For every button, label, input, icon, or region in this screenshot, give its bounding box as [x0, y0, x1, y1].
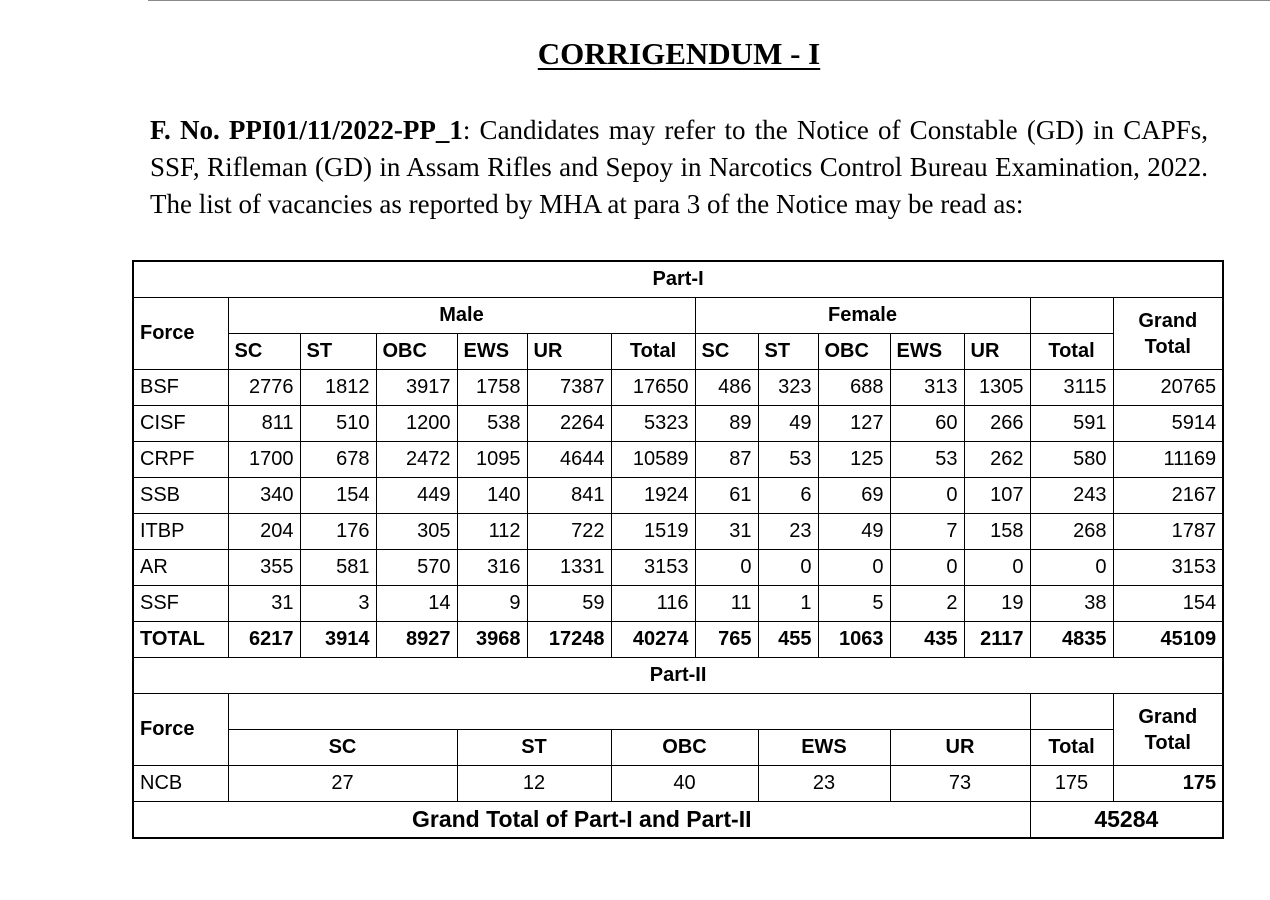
table-cell: 266: [964, 406, 1030, 442]
table-cell: 1812: [300, 370, 376, 406]
total-cell: 4835: [1030, 622, 1113, 658]
vacancy-table: [132, 260, 1224, 839]
table-cell: 9: [457, 586, 527, 622]
table-cell: 0: [758, 550, 818, 586]
table-row: [133, 514, 1223, 550]
table-cell: 127: [818, 406, 890, 442]
table-cell: 154: [300, 478, 376, 514]
table-cell: 0: [695, 550, 758, 586]
table-cell: 53: [890, 442, 964, 478]
total-cell: 6217: [228, 622, 300, 658]
table-cell: 688: [818, 370, 890, 406]
part2-col-st: ST: [457, 730, 611, 766]
female-col-ur: UR: [964, 334, 1030, 370]
table-cell: 316: [457, 550, 527, 586]
total-cell: 2117: [964, 622, 1030, 658]
top-rule: [148, 0, 1270, 1]
force-name: AR: [133, 550, 228, 586]
table-cell: 323: [758, 370, 818, 406]
table-cell: 538: [457, 406, 527, 442]
table-cell: 340: [228, 478, 300, 514]
table-row: [133, 550, 1223, 586]
female-col-st: ST: [758, 334, 818, 370]
table-cell: 1700: [228, 442, 300, 478]
part2-label: Part-II: [133, 658, 1223, 694]
table-cell: 154: [1113, 586, 1223, 622]
force-name: ITBP: [133, 514, 228, 550]
table-cell: 69: [818, 478, 890, 514]
total-cell: 3968: [457, 622, 527, 658]
table-cell: 1519: [611, 514, 695, 550]
table-cell: 313: [890, 370, 964, 406]
table-row: [133, 442, 1223, 478]
notice-paragraph: [150, 112, 1208, 223]
table-cell: 17650: [611, 370, 695, 406]
part2-cell: 23: [758, 766, 890, 802]
table-cell: 87: [695, 442, 758, 478]
table-cell: 3153: [1113, 550, 1223, 586]
part2-group-header-row: [133, 694, 1223, 730]
table-cell: 31: [695, 514, 758, 550]
male-col-total: Total: [611, 334, 695, 370]
table-row: [133, 406, 1223, 442]
part2-total-cell: 175: [1030, 766, 1113, 802]
part1-label: Part-I: [133, 261, 1223, 298]
table-cell: 0: [1030, 550, 1113, 586]
table-cell: 811: [228, 406, 300, 442]
table-cell: 4644: [527, 442, 611, 478]
table-cell: 176: [300, 514, 376, 550]
total-cell: 45109: [1113, 622, 1223, 658]
table-cell: 31: [228, 586, 300, 622]
part2-total-spacer: [1030, 694, 1113, 730]
table-cell: 59: [527, 586, 611, 622]
male-col-ews: EWS: [457, 334, 527, 370]
force-name: SSF: [133, 586, 228, 622]
table-cell: 140: [457, 478, 527, 514]
male-col-ur: UR: [527, 334, 611, 370]
total-label: TOTAL: [133, 622, 228, 658]
part2-cell: 40: [611, 766, 758, 802]
part2-col-header-row: [133, 730, 1223, 766]
table-cell: 305: [376, 514, 457, 550]
male-col-sc: SC: [228, 334, 300, 370]
part2-col-ews: EWS: [758, 730, 890, 766]
total-cell: 17248: [527, 622, 611, 658]
table-cell: 53: [758, 442, 818, 478]
table-cell: 38: [1030, 586, 1113, 622]
table-cell: 7387: [527, 370, 611, 406]
female-header: Female: [695, 298, 1030, 334]
table-cell: 107: [964, 478, 1030, 514]
table-cell: 722: [527, 514, 611, 550]
table-cell: 591: [1030, 406, 1113, 442]
table-cell: 0: [964, 550, 1030, 586]
table-cell: 2: [890, 586, 964, 622]
table-cell: 204: [228, 514, 300, 550]
table-cell: 0: [890, 478, 964, 514]
table-cell: 89: [695, 406, 758, 442]
part2-grand-total-header: Grand Total: [1113, 694, 1223, 766]
part2-col-ur: UR: [890, 730, 1030, 766]
table-cell: 0: [818, 550, 890, 586]
table-cell: 2776: [228, 370, 300, 406]
table-row: [133, 478, 1223, 514]
table-cell: 510: [300, 406, 376, 442]
total-cell: 3914: [300, 622, 376, 658]
file-number: F. No. PPI01/11/2022-PP_1: [150, 115, 463, 145]
table-cell: 580: [1030, 442, 1113, 478]
notice-text: : Candidates may refer to the Notice of Constable (GD) in CAPFs, SSF, Rifleman (GD) in Assam Rifles and Sepoy in Narcotics Control Bureau Examination, 2022. The list of vacancies as reported by MHA at para 3 of the Notice may be read as:: [150, 115, 1208, 219]
male-header: Male: [228, 298, 695, 334]
total-cell: 8927: [376, 622, 457, 658]
table-cell: 1200: [376, 406, 457, 442]
table-cell: 355: [228, 550, 300, 586]
total-cell: 765: [695, 622, 758, 658]
page-title: CORRIGENDUM - I: [537, 36, 821, 71]
table-row: [133, 370, 1223, 406]
table-cell: 49: [758, 406, 818, 442]
grand-total-row: [133, 802, 1223, 839]
part2-col-obc: OBC: [611, 730, 758, 766]
table-cell: 19: [964, 586, 1030, 622]
force-header: Force: [133, 298, 228, 370]
total-header-spacer: [1030, 298, 1113, 334]
part2-force-header: Force: [133, 694, 228, 766]
total-row: [133, 622, 1223, 658]
table-cell: 116: [611, 586, 695, 622]
table-cell: 678: [300, 442, 376, 478]
table-cell: 2167: [1113, 478, 1223, 514]
table-cell: 2472: [376, 442, 457, 478]
male-col-obc: OBC: [376, 334, 457, 370]
part2-header-spacer: [228, 694, 1030, 730]
table-cell: 5914: [1113, 406, 1223, 442]
force-name: BSF: [133, 370, 228, 406]
table-cell: 262: [964, 442, 1030, 478]
part2-cell: 12: [457, 766, 611, 802]
table-cell: 5323: [611, 406, 695, 442]
male-col-st: ST: [300, 334, 376, 370]
part2-col-sc: SC: [228, 730, 457, 766]
table-cell: 158: [964, 514, 1030, 550]
part2-cell: 73: [890, 766, 1030, 802]
total-cell: 455: [758, 622, 818, 658]
table-cell: 10589: [611, 442, 695, 478]
female-col-ews: EWS: [890, 334, 964, 370]
table-cell: 1758: [457, 370, 527, 406]
table-cell: 49: [818, 514, 890, 550]
table-cell: 1095: [457, 442, 527, 478]
force-name: CISF: [133, 406, 228, 442]
table-cell: 841: [527, 478, 611, 514]
total-cell: 435: [890, 622, 964, 658]
table-cell: 1305: [964, 370, 1030, 406]
table-cell: 14: [376, 586, 457, 622]
total-col-header: Total: [1030, 334, 1113, 370]
table-cell: 11169: [1113, 442, 1223, 478]
table-cell: 60: [890, 406, 964, 442]
table-cell: 1: [758, 586, 818, 622]
table-cell: 243: [1030, 478, 1113, 514]
part1-label-row: [133, 261, 1223, 298]
table-cell: 6: [758, 478, 818, 514]
table-cell: 1331: [527, 550, 611, 586]
table-cell: 268: [1030, 514, 1113, 550]
table-cell: 581: [300, 550, 376, 586]
part2-label-row: [133, 658, 1223, 694]
part1-group-header-row: [133, 298, 1223, 334]
total-cell: 40274: [611, 622, 695, 658]
table-cell: 112: [457, 514, 527, 550]
table-cell: 0: [890, 550, 964, 586]
grand-total-label: Grand Total of Part-I and Part-II: [133, 802, 1030, 839]
table-cell: 5: [818, 586, 890, 622]
table-cell: 1924: [611, 478, 695, 514]
table-cell: 3917: [376, 370, 457, 406]
female-col-obc: OBC: [818, 334, 890, 370]
part2-total-header: Total: [1030, 730, 1113, 766]
force-name: CRPF: [133, 442, 228, 478]
table-cell: 11: [695, 586, 758, 622]
table-cell: 125: [818, 442, 890, 478]
table-cell: 570: [376, 550, 457, 586]
table-cell: 7: [890, 514, 964, 550]
female-col-sc: SC: [695, 334, 758, 370]
table-cell: 2264: [527, 406, 611, 442]
part2-grand-total-cell: 175: [1113, 766, 1223, 802]
force-name: SSB: [133, 478, 228, 514]
part2-force-name: NCB: [133, 766, 228, 802]
table-cell: 486: [695, 370, 758, 406]
part2-row: [133, 766, 1223, 802]
grand-total-header: Grand Total: [1113, 298, 1223, 370]
table-row: [133, 586, 1223, 622]
table-cell: 1787: [1113, 514, 1223, 550]
table-cell: 3153: [611, 550, 695, 586]
table-cell: 449: [376, 478, 457, 514]
grand-total-value: 45284: [1030, 802, 1223, 839]
table-cell: 23: [758, 514, 818, 550]
part1-col-header-row: [133, 334, 1223, 370]
part2-cell: 27: [228, 766, 457, 802]
table-cell: 3: [300, 586, 376, 622]
table-cell: 3115: [1030, 370, 1113, 406]
total-cell: 1063: [818, 622, 890, 658]
table-cell: 61: [695, 478, 758, 514]
table-cell: 20765: [1113, 370, 1223, 406]
